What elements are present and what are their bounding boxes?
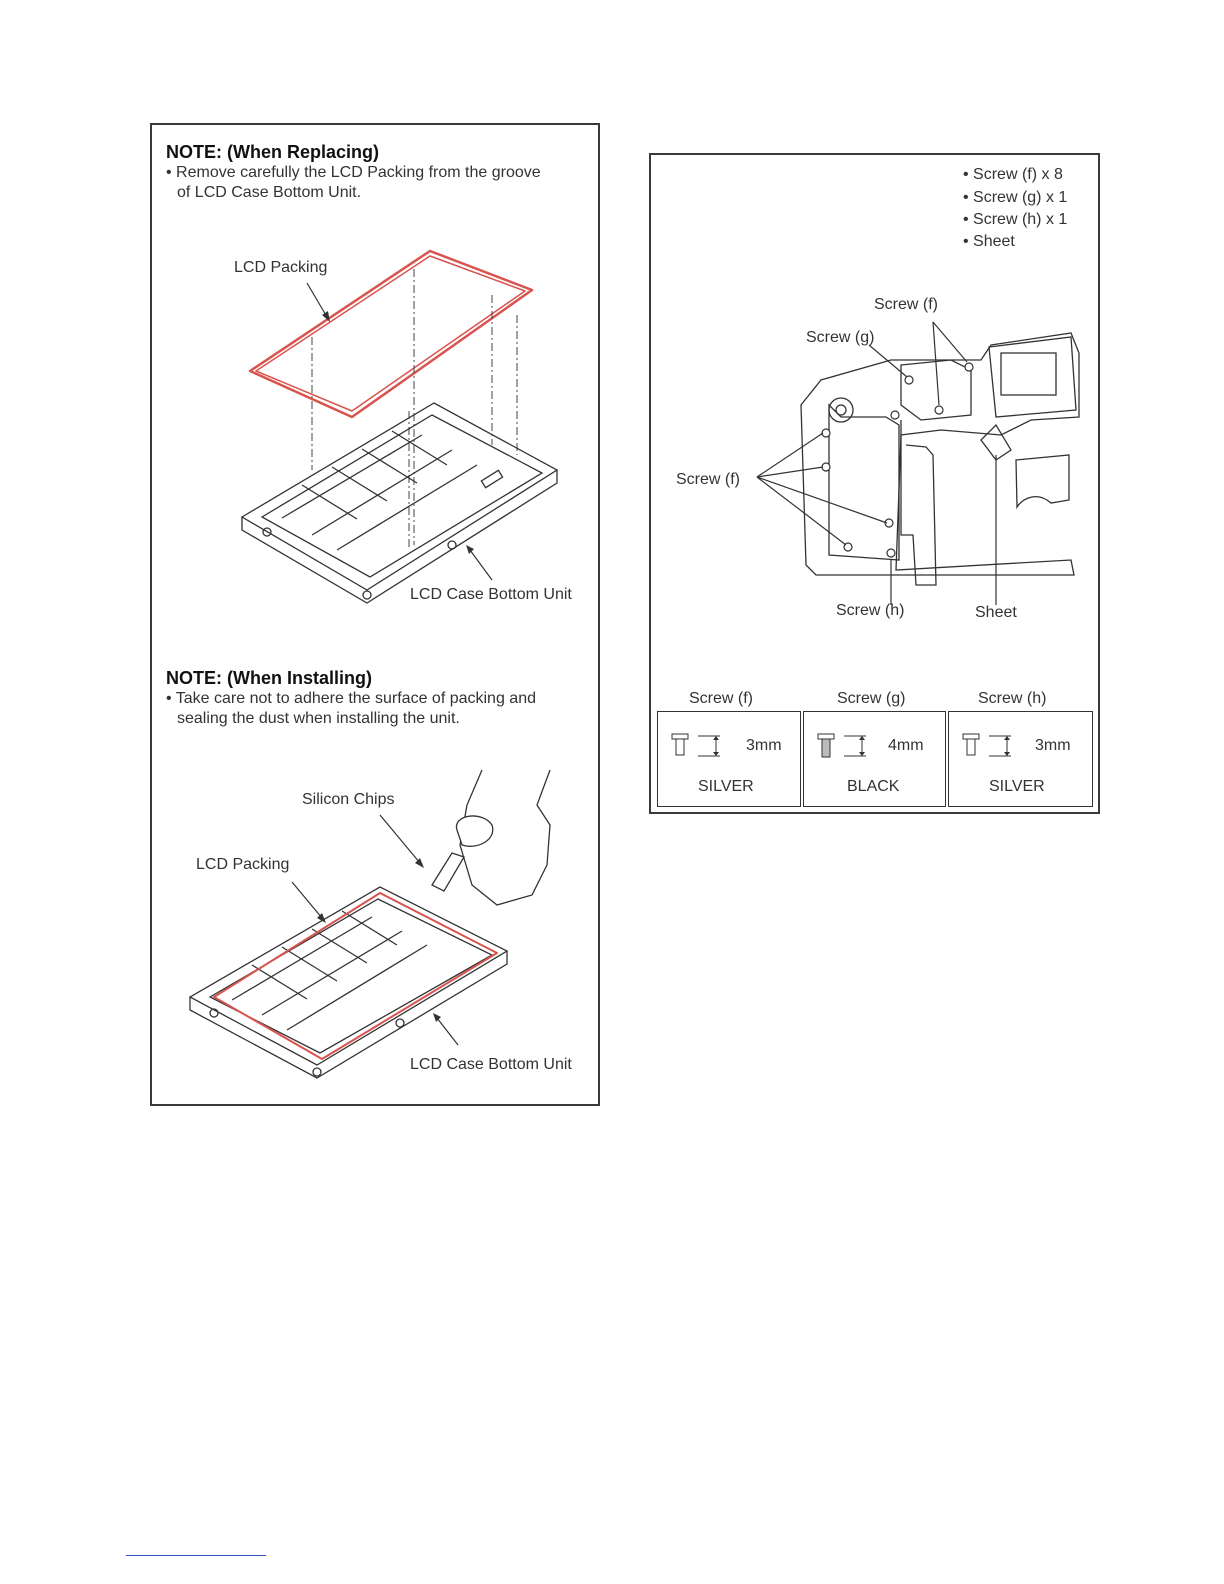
packing-leader (307, 283, 327, 317)
callout-screw-h: Screw (h) (836, 602, 905, 619)
lcd-case-bottom-unit (242, 403, 557, 603)
replacing-illustration (152, 125, 602, 1108)
parts-list-item-3: • Screw (h) x 1 (963, 211, 1068, 228)
screw-f-length: 3mm (746, 737, 782, 754)
screw-f-color: SILVER (698, 778, 754, 795)
screw-h-color: SILVER (989, 778, 1045, 795)
replacing-text-line1: • Remove carefully the LCD Packing from the groove (166, 164, 541, 181)
callout-sheet: Sheet (975, 604, 1017, 621)
installing-label-lcd-packing: LCD Packing (196, 856, 290, 873)
installing-heading: NOTE: (When Installing) (166, 668, 372, 688)
replacing-label-case: LCD Case Bottom Unit (410, 586, 572, 603)
replacing-text-line2: of LCD Case Bottom Unit. (177, 184, 362, 201)
callout-screw-f-left: Screw (f) (676, 471, 740, 488)
screw-g-cell (803, 711, 946, 807)
replacing-label-lcd-packing: LCD Packing (234, 259, 328, 276)
screw-h-length: 3mm (1035, 737, 1071, 754)
callout-screw-f-top: Screw (f) (874, 296, 938, 313)
screw-g-color: BLACK (847, 778, 900, 795)
screw-h-cell (948, 711, 1093, 807)
screw-g-header: Screw (g) (837, 690, 906, 707)
alignment-lines (312, 269, 517, 550)
installing-text-line2: sealing the dust when installing the unit. (177, 710, 460, 727)
installing-label-silicon-chips: Silicon Chips (302, 791, 395, 808)
screw-g-length: 4mm (888, 737, 924, 754)
left-instruction-panel (150, 123, 600, 1106)
footer-link-underline[interactable] (126, 1555, 266, 1556)
parts-list-item-4: • Sheet (963, 233, 1015, 250)
installing-text-line1: • Take care not to adhere the surface of packing and (166, 690, 536, 707)
parts-list-item-2: • Screw (g) x 1 (963, 189, 1068, 206)
hand-with-tool (432, 770, 550, 905)
screw-h-header: Screw (h) (978, 690, 1047, 707)
screw-f-header: Screw (f) (689, 690, 753, 707)
install-packing-leader (292, 882, 322, 918)
camera-frame (801, 333, 1079, 585)
chips-leader (380, 815, 420, 863)
screw-f-cell (657, 711, 801, 807)
callout-screw-g: Screw (g) (806, 329, 875, 346)
installing-label-case: LCD Case Bottom Unit (410, 1056, 572, 1073)
right-screw-panel (649, 153, 1100, 814)
parts-list-item-1: • Screw (f) x 8 (963, 166, 1063, 183)
replacing-heading: NOTE: (When Replacing) (166, 142, 379, 162)
